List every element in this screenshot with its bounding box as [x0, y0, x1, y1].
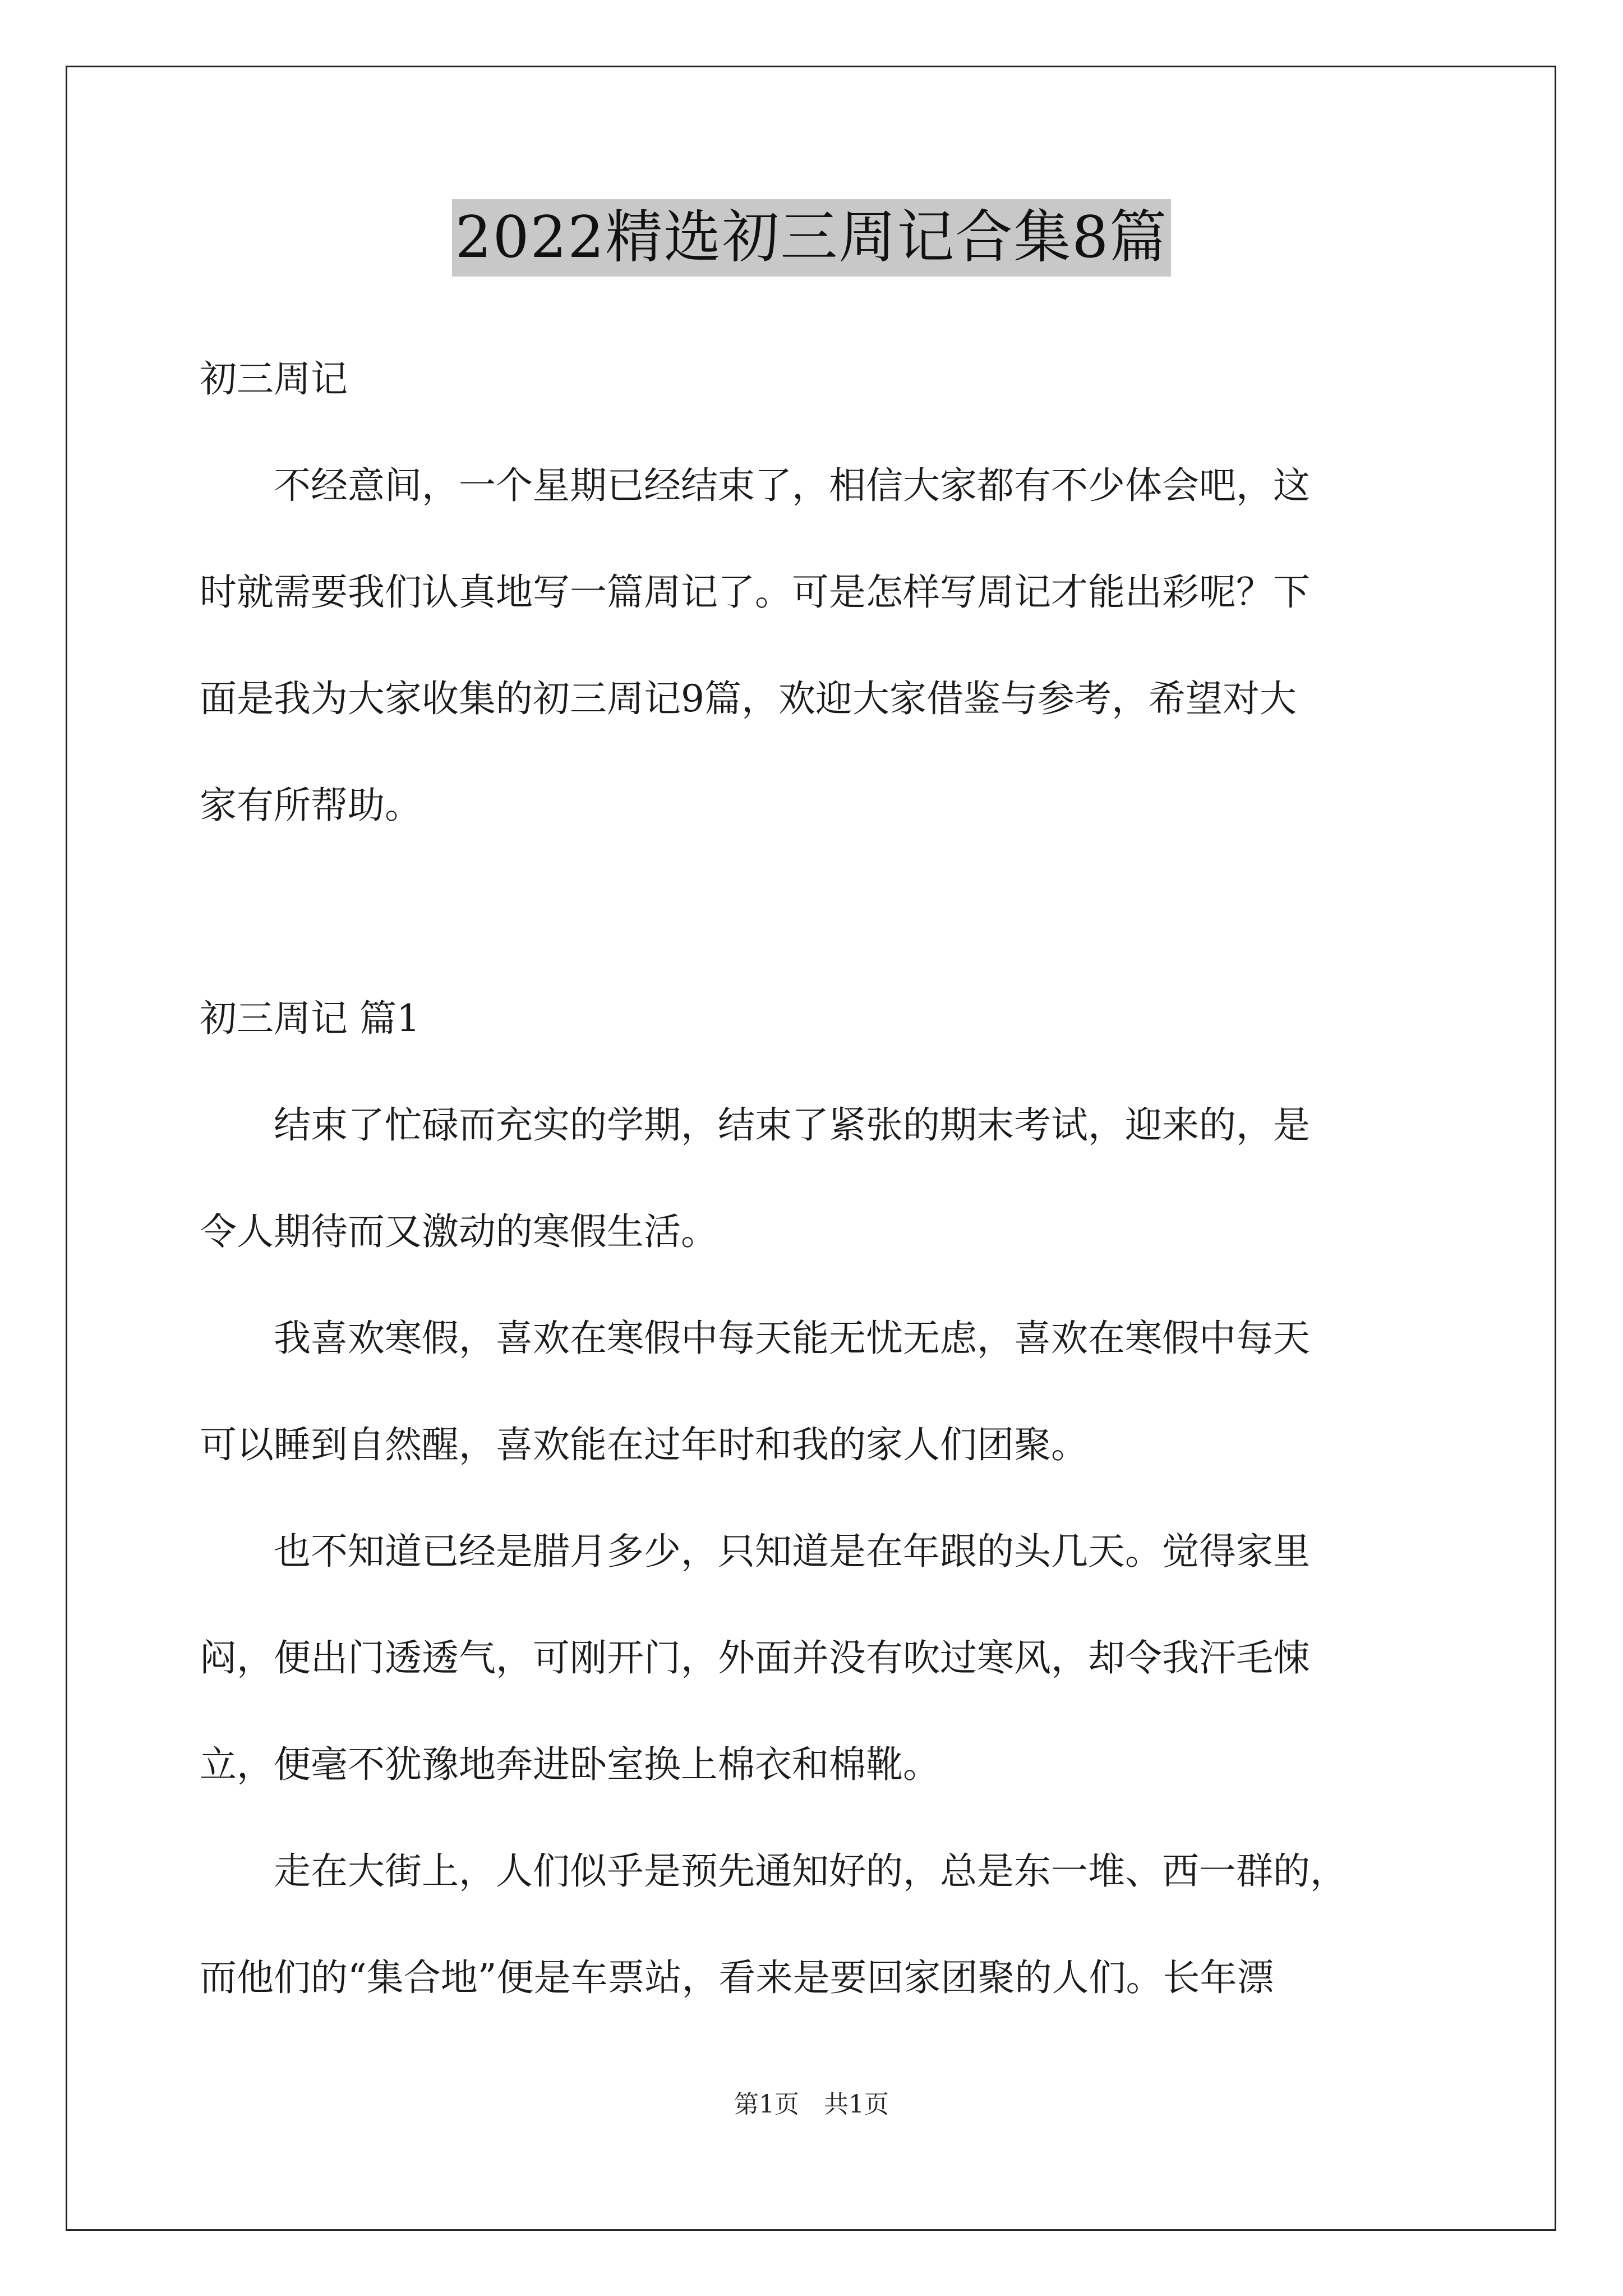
intro-line: 不经意间，一个星期已经结束了，相信大家都有不少体会吧，这 [200, 464, 1310, 507]
page-footer: 第1页 共1页 [734, 2090, 889, 2119]
intro-line: 家有所帮助。 [200, 784, 422, 827]
document-title: 2022精选初三周记合集8篇 [452, 199, 1171, 277]
section-line: 令人期待而又激动的寒假生活。 [200, 1210, 718, 1253]
section-line: 而他们的“集合地”便是车票站，看来是要回家团聚的人们。长年漂 [200, 1956, 1274, 1999]
intro-line: 时就需要我们认真地写一篇周记了。可是怎样写周记才能出彩呢？下 [200, 570, 1310, 614]
title-container [0, 199, 1623, 277]
section-heading: 初三周记 篇1 [200, 997, 420, 1040]
intro-line: 面是我为大家收集的初三周记9篇，欢迎大家借鉴与参考，希望对大 [200, 677, 1297, 720]
section-line: 我喜欢寒假，喜欢在寒假中每天能无忧无虑，喜欢在寒假中每天 [200, 1317, 1310, 1360]
section-line: 立，便毫不犹豫地奔进卧室换上棉衣和棉靴。 [200, 1743, 940, 1786]
section-line: 闷，便出门透透气，可刚开门，外面并没有吹过寒风，却令我汗毛悚 [200, 1636, 1310, 1680]
section-line: 可以睡到自然醒，喜欢能在过年时和我的家人们团聚。 [200, 1423, 1088, 1466]
section-line: 结束了忙碌而充实的学期，结束了紧张的期末考试，迎来的，是 [200, 1103, 1310, 1147]
intro-heading: 初三周记 [200, 357, 348, 401]
section-line: 也不知道已经是腊月多少，只知道是在年跟的头几天。觉得家里 [200, 1530, 1310, 1573]
section-line: 走在大街上，人们似乎是预先通知好的，总是东一堆、西一群的， [200, 1849, 1347, 1893]
